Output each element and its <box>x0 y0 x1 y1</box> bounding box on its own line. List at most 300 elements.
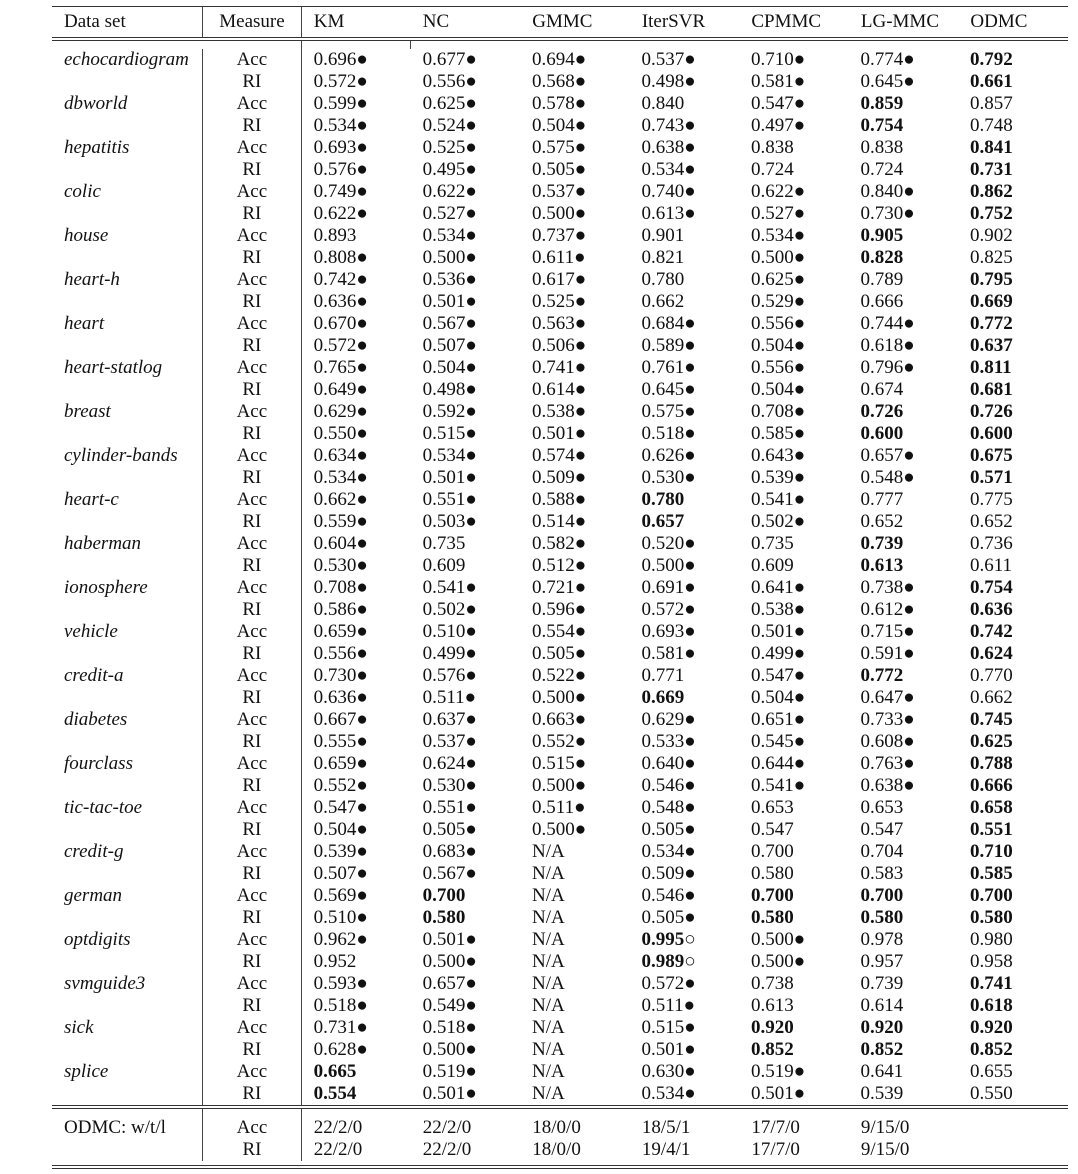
value-cell-odmc: 0.652 <box>969 511 1013 532</box>
value-cell-lg-mmc: 0.724 <box>860 159 904 180</box>
measure-label: RI <box>203 1083 301 1105</box>
value-cell-km: 0.628● <box>313 1039 368 1060</box>
value-cell-odmc: 0.636 <box>969 599 1013 620</box>
value-cell-cpmmc: 0.500● <box>751 951 806 972</box>
dataset-name: heart-statlog <box>52 357 203 379</box>
value-cell-itersvr: 0.581● <box>641 643 696 664</box>
value-cell-km: 0.808● <box>313 247 368 268</box>
measure-label: Acc <box>203 665 301 687</box>
value-cell-nc: 0.519● <box>422 1061 477 1082</box>
value-cell-nc: 0.637● <box>422 709 477 730</box>
value-cell-km: 0.599● <box>313 93 368 114</box>
dataset-name <box>52 379 203 401</box>
dataset-name <box>52 335 203 357</box>
value-cell-itersvr: 0.989○ <box>641 951 696 972</box>
value-cell-gmmc: 0.522● <box>532 665 587 686</box>
table-row <box>52 291 1068 313</box>
value-cell-itersvr: 0.640● <box>641 753 696 774</box>
value-cell-lg-mmc: 0.744● <box>860 313 915 334</box>
value-cell-km: 0.547● <box>313 797 368 818</box>
value-cell-nc: 0.527● <box>422 203 477 224</box>
value-cell-itersvr: 0.743● <box>641 115 696 136</box>
dataset-name <box>52 1083 203 1105</box>
measure-label: Acc <box>203 533 301 555</box>
value-cell-odmc: 0.637 <box>969 335 1013 356</box>
measure-label: RI <box>203 203 301 225</box>
value-cell-cpmmc: 0.580 <box>751 907 794 928</box>
value-cell-cpmmc: 0.534● <box>751 225 806 246</box>
dataset-name <box>52 467 203 489</box>
table-row <box>52 423 1068 445</box>
table-row <box>52 467 1068 489</box>
value-cell-gmmc: 0.611● <box>532 247 586 268</box>
summary-row <box>52 1139 1068 1161</box>
value-cell-cpmmc: 0.500● <box>751 929 806 950</box>
value-cell-gmmc: N/A <box>532 995 565 1016</box>
value-cell-gmmc: 0.506● <box>532 335 587 356</box>
value-cell-itersvr: 0.691● <box>641 577 696 598</box>
value-cell-odmc: 0.618 <box>969 995 1013 1016</box>
value-cell-km: 0.667● <box>313 709 368 730</box>
dataset-name: dbworld <box>52 93 203 115</box>
measure-label: Acc <box>203 1017 301 1039</box>
measure-label: Acc <box>203 621 301 643</box>
value-cell-km: 0.510● <box>313 907 368 928</box>
value-cell-km: 0.550● <box>313 423 368 444</box>
value-cell-gmmc: N/A <box>532 929 565 950</box>
dataset-name: cylinder-bands <box>52 445 203 467</box>
value-cell-lg-mmc: 0.730● <box>860 203 915 224</box>
value-cell-itersvr: 0.501● <box>641 1039 696 1060</box>
value-cell-itersvr: 0.995○ <box>641 929 696 950</box>
dataset-name: svmguide3 <box>52 973 203 995</box>
measure-label: RI <box>203 379 301 401</box>
dataset-name <box>52 291 203 313</box>
value-cell-nc: 0.683● <box>422 841 477 862</box>
value-cell-gmmc: 0.552● <box>532 731 587 752</box>
value-cell-itersvr: 0.505● <box>641 819 696 840</box>
table-row <box>52 313 1068 335</box>
measure-label: Acc <box>203 269 301 291</box>
header-method-lg-mmc: LG-MMC <box>860 11 939 32</box>
value-cell-lg-mmc: 0.754 <box>860 115 904 136</box>
value-cell-lg-mmc: 0.645● <box>860 71 915 92</box>
value-cell-nc: 0.567● <box>422 313 477 334</box>
value-cell-itersvr: 0.761● <box>641 357 696 378</box>
value-cell-odmc: 0.852 <box>969 1039 1013 1060</box>
value-cell-gmmc: N/A <box>532 1017 565 1038</box>
measure-label: Acc <box>203 445 301 467</box>
value-cell-gmmc: 0.500● <box>532 819 587 840</box>
value-cell-lg-mmc: 0.840● <box>860 181 915 202</box>
dataset-name <box>52 687 203 709</box>
value-cell-itersvr: 0.780 <box>641 489 685 510</box>
value-cell-nc: 0.534● <box>422 445 477 466</box>
value-cell-itersvr: 0.534● <box>641 159 696 180</box>
value-cell-gmmc: N/A <box>532 1083 565 1104</box>
value-cell-lg-mmc: 0.614 <box>860 995 904 1016</box>
value-cell-itersvr: 0.662 <box>641 291 685 312</box>
value-cell-nc: 0.507● <box>422 335 477 356</box>
value-cell-gmmc: 0.537● <box>532 181 587 202</box>
header-method-gmmc: GMMC <box>532 11 593 32</box>
value-cell-cpmmc: 0.556● <box>751 357 806 378</box>
value-cell-km: 0.604● <box>313 533 368 554</box>
header-dataset: Data set <box>52 7 203 37</box>
value-cell-odmc: 0.585 <box>969 863 1013 884</box>
measure-label: RI <box>203 1139 301 1161</box>
value-cell-lg-mmc: 0.859 <box>860 93 904 114</box>
value-cell-km: 0.952 <box>313 951 357 972</box>
table-row <box>52 445 1068 467</box>
value-cell-gmmc: 0.500● <box>532 775 587 796</box>
measure-label: Acc <box>203 181 301 203</box>
value-cell-km: 0.534● <box>313 115 368 136</box>
value-cell-km: 0.659● <box>313 753 368 774</box>
value-cell-km: 0.665 <box>313 1061 357 1082</box>
value-cell-cpmmc: 0.609 <box>751 555 794 576</box>
table-row <box>52 1083 1068 1105</box>
value-cell-odmc: 0.625 <box>969 731 1013 752</box>
header-row <box>52 7 1068 37</box>
table-row <box>52 577 1068 599</box>
value-cell-gmmc: N/A <box>532 841 565 862</box>
value-cell-lg-mmc: 0.612● <box>860 599 915 620</box>
value-cell-nc: 0.624● <box>422 753 477 774</box>
measure-label: RI <box>203 775 301 797</box>
value-cell-odmc: 0.669 <box>969 291 1013 312</box>
summary-label <box>52 1139 203 1161</box>
value-cell-km: 0.555● <box>313 731 368 752</box>
value-cell-lg-mmc: 0.920 <box>860 1017 904 1038</box>
value-cell-nc: 0.700 <box>422 885 466 906</box>
value-cell-gmmc: 0.563● <box>532 313 587 334</box>
value-cell-itersvr: 0.500● <box>641 555 696 576</box>
value-cell-odmc: 0.742 <box>969 621 1013 642</box>
value-cell-lg-mmc: 0.738● <box>860 577 915 598</box>
value-cell-cpmmc: 0.527● <box>751 203 806 224</box>
value-cell-lg-mmc: 0.583 <box>860 863 904 884</box>
table-row <box>52 181 1068 203</box>
value-cell-itersvr: 0.684● <box>641 313 696 334</box>
value-cell-lg-mmc: 0.704 <box>860 841 904 862</box>
dataset-name: tic-tac-toe <box>52 797 203 819</box>
table-row <box>52 775 1068 797</box>
value-cell-gmmc: 0.663● <box>532 709 587 730</box>
dataset-name <box>52 159 203 181</box>
value-cell-nc: 0.504● <box>422 357 477 378</box>
dataset-name: optdigits <box>52 929 203 951</box>
measure-label: RI <box>203 115 301 137</box>
value-cell-itersvr: 0.693● <box>641 621 696 642</box>
value-cell-odmc: 0.580 <box>969 907 1013 928</box>
value-cell-gmmc: 0.721● <box>532 577 587 598</box>
dataset-name: haberman <box>52 533 203 555</box>
value-cell-nc: 0.515● <box>422 423 477 444</box>
dataset-name: colic <box>52 181 203 203</box>
dataset-name: splice <box>52 1061 203 1083</box>
measure-label: RI <box>203 731 301 753</box>
value-cell-lg-mmc: 0.715● <box>860 621 915 642</box>
header-method-km: KM <box>313 11 345 32</box>
measure-label: RI <box>203 687 301 709</box>
value-cell-cpmmc: 0.700 <box>751 841 794 862</box>
value-cell-gmmc: 0.500● <box>532 203 587 224</box>
value-cell-km: 0.622● <box>313 203 368 224</box>
dataset-name: echocardiogram <box>52 49 203 71</box>
value-cell-nc: 0.525● <box>422 137 477 158</box>
value-cell-nc: 0.735 <box>422 533 466 554</box>
value-cell-cpmmc: 0.504● <box>751 687 806 708</box>
value-cell-km: 0.636● <box>313 291 368 312</box>
dataset-name: fourclass <box>52 753 203 775</box>
value-cell-nc: 0.505● <box>422 819 477 840</box>
value-cell-itersvr: 0.511● <box>641 995 696 1016</box>
value-cell-odmc: 0.902 <box>969 225 1013 246</box>
measure-label: Acc <box>203 1061 301 1083</box>
measure-label: Acc <box>203 797 301 819</box>
value-cell-gmmc: N/A <box>532 885 565 906</box>
table-row <box>52 533 1068 555</box>
value-cell-lg-mmc: 0.777 <box>860 489 904 510</box>
summary-cell-cpmmc: 17/7/0 <box>751 1117 800 1138</box>
value-cell-lg-mmc: 0.653 <box>860 797 904 818</box>
value-cell-gmmc: 0.514● <box>532 511 587 532</box>
summary-cell-itersvr: 19/4/1 <box>641 1139 691 1160</box>
value-cell-itersvr: 0.645● <box>641 379 696 400</box>
summary-cell-lg-mmc: 9/15/0 <box>860 1117 910 1138</box>
value-cell-nc: 0.518● <box>422 1017 477 1038</box>
value-cell-km: 0.569● <box>313 885 368 906</box>
value-cell-km: 0.586● <box>313 599 368 620</box>
value-cell-cpmmc: 0.653 <box>751 797 794 818</box>
value-cell-gmmc: 0.509● <box>532 467 587 488</box>
measure-label: Acc <box>203 489 301 511</box>
dataset-name: credit-a <box>52 665 203 687</box>
table-row <box>52 1061 1068 1083</box>
value-cell-lg-mmc: 0.613 <box>860 555 904 576</box>
value-cell-lg-mmc: 0.666 <box>860 291 904 312</box>
results-table-container <box>52 6 1068 1169</box>
value-cell-gmmc: 0.504● <box>532 115 587 136</box>
value-cell-km: 0.576● <box>313 159 368 180</box>
table-row <box>52 951 1068 973</box>
value-cell-nc: 0.501● <box>422 291 477 312</box>
value-cell-odmc: 0.741 <box>969 973 1013 994</box>
value-cell-odmc: 0.661 <box>969 71 1013 92</box>
dataset-name <box>52 775 203 797</box>
value-cell-odmc: 0.920 <box>969 1017 1013 1038</box>
summary-cell-nc: 22/2/0 <box>422 1139 472 1160</box>
dataset-name <box>52 71 203 93</box>
value-cell-odmc: 0.841 <box>969 137 1013 158</box>
table-row <box>52 709 1068 731</box>
summary-cell-gmmc: 18/0/0 <box>532 1117 581 1138</box>
value-cell-gmmc: N/A <box>532 907 565 928</box>
dataset-name <box>52 731 203 753</box>
value-cell-cpmmc: 0.585● <box>751 423 806 444</box>
value-cell-cpmmc: 0.547● <box>751 665 806 686</box>
value-cell-itersvr: 0.575● <box>641 401 696 422</box>
measure-label: RI <box>203 819 301 841</box>
value-cell-cpmmc: 0.502● <box>751 511 806 532</box>
value-cell-itersvr: 0.840 <box>641 93 685 114</box>
measure-label: Acc <box>203 93 301 115</box>
value-cell-cpmmc: 0.504● <box>751 335 806 356</box>
value-cell-gmmc: 0.515● <box>532 753 587 774</box>
value-cell-cpmmc: 0.738 <box>751 973 794 994</box>
value-cell-km: 0.572● <box>313 335 368 356</box>
value-cell-itersvr: 0.626● <box>641 445 696 466</box>
value-cell-nc: 0.622● <box>422 181 477 202</box>
value-cell-itersvr: 0.520● <box>641 533 696 554</box>
value-cell-cpmmc: 0.556● <box>751 313 806 334</box>
value-cell-cpmmc: 0.499● <box>751 643 806 664</box>
value-cell-km: 0.539● <box>313 841 368 862</box>
table-row <box>52 203 1068 225</box>
summary-row <box>52 1117 1068 1139</box>
value-cell-gmmc: N/A <box>532 1061 565 1082</box>
table-row <box>52 863 1068 885</box>
measure-label: Acc <box>203 929 301 951</box>
summary-cell-km: 22/2/0 <box>313 1139 363 1160</box>
value-cell-gmmc: 0.554● <box>532 621 587 642</box>
value-cell-odmc: 0.666 <box>969 775 1013 796</box>
value-cell-gmmc: 0.741● <box>532 357 587 378</box>
value-cell-cpmmc: 0.641● <box>751 577 806 598</box>
value-cell-cpmmc: 0.724 <box>751 159 794 180</box>
table-row <box>52 247 1068 269</box>
dataset-name: credit-g <box>52 841 203 863</box>
measure-label: RI <box>203 511 301 533</box>
value-cell-gmmc: 0.578● <box>532 93 587 114</box>
value-cell-itersvr: 0.780 <box>641 269 685 290</box>
value-cell-odmc: 0.611 <box>969 555 1013 576</box>
measure-label: RI <box>203 907 301 929</box>
table-row <box>52 797 1068 819</box>
measure-label: RI <box>203 423 301 445</box>
table-row <box>52 357 1068 379</box>
value-cell-cpmmc: 0.710● <box>751 49 806 70</box>
value-cell-km: 0.659● <box>313 621 368 642</box>
value-cell-nc: 0.501● <box>422 929 477 950</box>
value-cell-odmc: 0.655 <box>969 1061 1013 1082</box>
value-cell-gmmc: N/A <box>532 973 565 994</box>
value-cell-lg-mmc: 0.838 <box>860 137 904 158</box>
table-row <box>52 907 1068 929</box>
value-cell-itersvr: 0.509● <box>641 863 696 884</box>
measure-label: Acc <box>203 137 301 159</box>
dataset-name: heart <box>52 313 203 335</box>
measure-label: Acc <box>203 1117 301 1139</box>
dataset-name: breast <box>52 401 203 423</box>
value-cell-cpmmc: 0.613 <box>751 995 794 1016</box>
value-cell-odmc: 0.600 <box>969 423 1013 444</box>
value-cell-nc: 0.657● <box>422 973 477 994</box>
value-cell-cpmmc: 0.500● <box>751 247 806 268</box>
value-cell-cpmmc: 0.643● <box>751 445 806 466</box>
summary-cell-lg-mmc: 9/15/0 <box>860 1139 910 1160</box>
value-cell-lg-mmc: 0.774● <box>860 49 915 70</box>
value-cell-lg-mmc: 0.739 <box>860 533 904 554</box>
measure-label: Acc <box>203 753 301 775</box>
value-cell-itersvr: 0.638● <box>641 137 696 158</box>
value-cell-gmmc: 0.588● <box>532 489 587 510</box>
value-cell-nc: 0.536● <box>422 269 477 290</box>
value-cell-gmmc: 0.512● <box>532 555 587 576</box>
value-cell-nc: 0.541● <box>422 577 477 598</box>
dataset-name: diabetes <box>52 709 203 731</box>
value-cell-itersvr: 0.548● <box>641 797 696 818</box>
value-cell-itersvr: 0.572● <box>641 599 696 620</box>
table-row <box>52 93 1068 115</box>
spacer <box>52 1109 1068 1117</box>
value-cell-itersvr: 0.534● <box>641 841 696 862</box>
value-cell-odmc: 0.726 <box>969 401 1013 422</box>
value-cell-odmc: 0.550 <box>969 1083 1013 1104</box>
value-cell-cpmmc: 0.538● <box>751 599 806 620</box>
measure-label: Acc <box>203 709 301 731</box>
dataset-name: house <box>52 225 203 247</box>
value-cell-odmc: 0.736 <box>969 533 1013 554</box>
value-cell-gmmc: 0.505● <box>532 643 587 664</box>
summary-label: ODMC: w/t/l <box>52 1117 203 1139</box>
value-cell-itersvr: 0.546● <box>641 775 696 796</box>
value-cell-cpmmc: 0.529● <box>751 291 806 312</box>
value-cell-lg-mmc: 0.726 <box>860 401 904 422</box>
value-cell-cpmmc: 0.625● <box>751 269 806 290</box>
dataset-name <box>52 599 203 621</box>
value-cell-itersvr: 0.657 <box>641 511 685 532</box>
value-cell-gmmc: 0.575● <box>532 137 587 158</box>
table-row <box>52 599 1068 621</box>
value-cell-lg-mmc: 0.618● <box>860 335 915 356</box>
value-cell-lg-mmc: 0.641 <box>860 1061 904 1082</box>
measure-label: Acc <box>203 973 301 995</box>
dataset-name: vehicle <box>52 621 203 643</box>
value-cell-lg-mmc: 0.547 <box>860 819 904 840</box>
value-cell-itersvr: 0.901 <box>641 225 685 246</box>
value-cell-km: 0.730● <box>313 665 368 686</box>
value-cell-cpmmc: 0.708● <box>751 401 806 422</box>
dataset-name: sick <box>52 1017 203 1039</box>
value-cell-odmc: 0.748 <box>969 115 1013 136</box>
value-cell-gmmc: 0.511● <box>532 797 586 818</box>
measure-label: Acc <box>203 841 301 863</box>
value-cell-cpmmc: 0.644● <box>751 753 806 774</box>
value-cell-nc: 0.502● <box>422 599 477 620</box>
measure-label: Acc <box>203 577 301 599</box>
measure-label: RI <box>203 159 301 181</box>
dataset-name <box>52 643 203 665</box>
value-cell-itersvr: 0.630● <box>641 1061 696 1082</box>
measure-label: RI <box>203 1039 301 1061</box>
dataset-name <box>52 203 203 225</box>
value-cell-odmc: 0.775 <box>969 489 1013 510</box>
value-cell-km: 0.518● <box>313 995 368 1016</box>
value-cell-odmc: 0.571 <box>969 467 1013 488</box>
value-cell-gmmc: 0.596● <box>532 599 587 620</box>
value-cell-cpmmc: 0.497● <box>751 115 806 136</box>
value-cell-odmc: 0.862 <box>969 181 1013 202</box>
value-cell-gmmc: N/A <box>532 951 565 972</box>
value-cell-odmc: 0.551 <box>969 819 1013 840</box>
value-cell-gmmc: 0.574● <box>532 445 587 466</box>
value-cell-lg-mmc: 0.580 <box>860 907 904 928</box>
header-method-odmc: ODMC <box>970 11 1028 32</box>
value-cell-cpmmc: 0.735 <box>751 533 794 554</box>
dataset-name: hepatitis <box>52 137 203 159</box>
